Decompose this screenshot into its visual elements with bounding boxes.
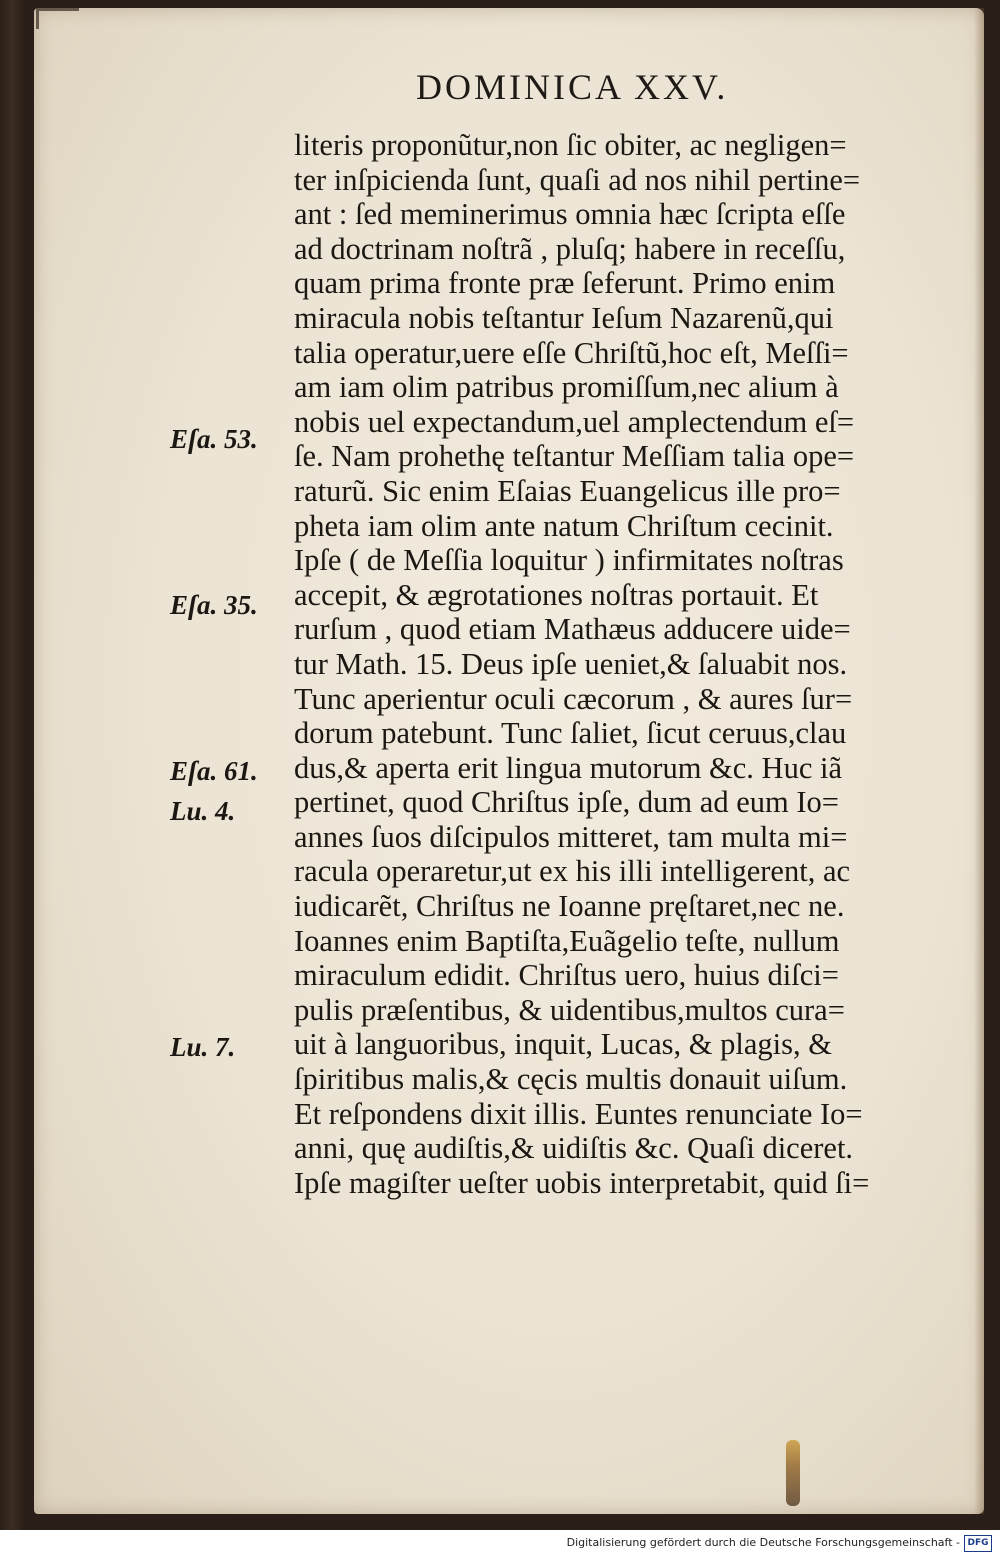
marginal-note-esa-61: Eſa. 61.	[170, 756, 258, 786]
text-line: iudicarẽt, Chriſtus ne Ioanne pręſtaret,nec ne.	[294, 889, 845, 924]
text-line: literis proponũtur,non ſic obiter, ac negligen=	[294, 128, 847, 162]
text-line: Ipſe magiſter ueſter uobis interpretabit, quid ſi=	[294, 1165, 870, 1200]
page-edge-shadow	[974, 8, 984, 1514]
text-line: pheta iam olim ante natum Chriſtum cecinit.	[294, 508, 834, 543]
text-line: Tunc aperientur oculi cæcorum , & aures ſur=	[294, 681, 853, 716]
text-line: talia operatur,uere eſſe Chriſtũ,hoc eſt, Meſſi=	[294, 335, 849, 370]
text-line: miraculum edidit. Chriſtus uero, huius diſci=	[294, 958, 839, 993]
marginal-note-esa-35: Eſa. 35.	[170, 590, 258, 620]
digitization-footer	[0, 1530, 1000, 1558]
text-line: ter inſpicienda ſunt, quaſi ad nos nihil pertine=	[294, 162, 861, 197]
body-text	[294, 128, 970, 1200]
marginal-note-esa-53: Eſa. 53.	[170, 424, 258, 454]
text-line: racula operaretur,ut ex his illi intelligerent, ac	[294, 854, 851, 889]
text-line: ſpiritibus malis,& cęcis multis donauit uiſum.	[294, 1062, 848, 1097]
text-line: accepit, & ægrotationes noſtras portauit. Et	[294, 577, 819, 612]
text-line: dus,& aperta erit lingua mutorum &c. Huc iã	[294, 750, 843, 785]
text-line: pulis præſentibus, & uidentibus,multos cura=	[294, 992, 845, 1027]
text-line: am iam olim patribus promiſſum,nec alium à	[294, 370, 839, 405]
text-line: ad doctrinam noſtrã , pluſq; habere in receſſu,	[294, 231, 846, 266]
running-head: DOMINICA XXV.	[416, 67, 729, 107]
text-line: quam prima fronte præ ſeferunt. Primo enim	[294, 266, 836, 301]
text-line: rurſum , quod etiam Mathæus adducere uide=	[294, 612, 851, 647]
text-line: raturũ. Sic enim Eſaias Euangelicus ille pro=	[294, 473, 841, 508]
text-line: nobis uel expectandum,uel amplectendum eſ=	[294, 404, 855, 439]
text-line: ant : ſed meminerimus omnia hæc ſcripta eſſe	[294, 197, 846, 232]
text-line: Et reſpondens dixit illis. Euntes renunciate Io=	[294, 1096, 863, 1131]
text-line: uit à languoribus, inquit, Lucas, & plagis, &	[294, 1027, 832, 1062]
text-line: annes ſuos diſcipulos mitteret, tam multa mi=	[294, 819, 848, 854]
dfg-logo: DFG	[964, 1535, 992, 1552]
page-corner-mark	[36, 8, 79, 29]
text-line: tur Math. 15. Deus ipſe ueniet,& ſaluabit nos.	[294, 646, 848, 681]
text-line: anni, quę audiſtis,& uidiſtis &c. Quaſi diceret.	[294, 1131, 854, 1166]
footer-credit: Digitalisierung gefördert durch die Deutsche Forschungsgemeinschaft -	[566, 1536, 960, 1549]
binding-stain	[786, 1440, 800, 1506]
text-line: pertinet, quod Chriſtus ipſe, dum ad eum Io=	[294, 785, 839, 820]
marginal-note-lu-4: Lu. 4.	[170, 796, 236, 826]
text-line: ſe. Nam prohethę teſtantur Meſſiam talia ope=	[294, 439, 855, 474]
text-line: Ioannes enim Baptiſta,Euãgelio teſte, nullum	[294, 923, 840, 958]
text-line: miracula nobis teſtantur Ieſum Nazarenũ,qui	[294, 300, 834, 335]
text-line: dorum patebunt. Tunc ſaliet, ſicut ceruus,clau	[294, 716, 847, 751]
marginal-note-lu-7: Lu. 7.	[170, 1032, 236, 1062]
text-line: Ipſe ( de Meſſia loquitur ) infirmitates noſtras	[294, 543, 844, 578]
